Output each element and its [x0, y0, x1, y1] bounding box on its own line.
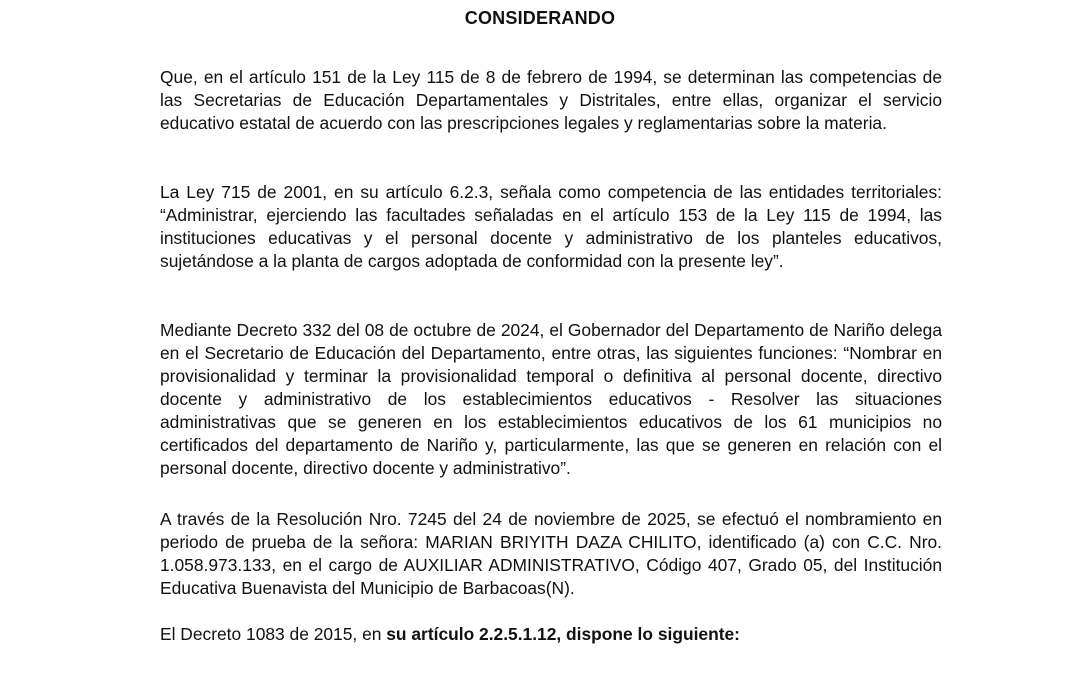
paragraph-ley-715: La Ley 715 de 2001, en su artículo 6.2.3, señala como competencia de las entidades territoriales: “Administrar, ejerciendo las facultades señaladas en el artículo 153 de la Ley 115 de 1994, las instituciones educativas y el personal docente y administrativo de los planteles educativos, sujetándose a la planta de cargos adoptada de conformidad con la presente ley”.: [160, 182, 942, 271]
paragraph-decreto-1083-bold: su artículo 2.2.5.1.12, dispone lo siguiente:: [386, 624, 740, 644]
section-heading: CONSIDERANDO: [464, 8, 616, 28]
paragraph-decreto-332: Mediante Decreto 332 del 08 de octubre de 2024, el Gobernador del Departamento de Nariño delega en el Secretario de Educación del Departamento, entre otras, las siguientes funciones: “Nombrar en provisionalidad y terminar la provisionalidad temporal o definitiva al personal docente, directivo docente y administrativo de los establecimientos educativos - Resolver las situaciones administrativas que se generen en los establecimientos educativos de los 61 municipios no certificados del departamento de Nariño y, particularmente, las que se generen en relación con el personal docente, directivo docente y administrativo”.: [160, 320, 942, 478]
paragraph-ley-115: Que, en el artículo 151 de la Ley 115 de 8 de febrero de 1994, se determinan las competencias de las Secretarias de Educación Departamentales y Distritales, entre ellas, organizar el servicio educativo estatal de acuerdo con las prescripciones legales y reglamentarias sobre la materia.: [160, 67, 942, 133]
paragraph-decreto-1083: [160, 623, 942, 646]
paragraph-resolucion-7245: A través de la Resolución Nro. 7245 del 24 de noviembre de 2025, se efectuó el nombramiento en periodo de prueba de la señora: MARIAN BRIYITH DAZA CHILITO, identificado (a) con C.C. Nro. 1.058.973.133, en el cargo de AUXILIAR ADMINISTRATIVO, Código 407, Grado 05, del Institución Educativa Buenavista del Municipio de Barbacoas(N).: [160, 509, 942, 598]
paragraph-decreto-1083-prefix: El Decreto 1083 de 2015, en: [160, 624, 387, 644]
